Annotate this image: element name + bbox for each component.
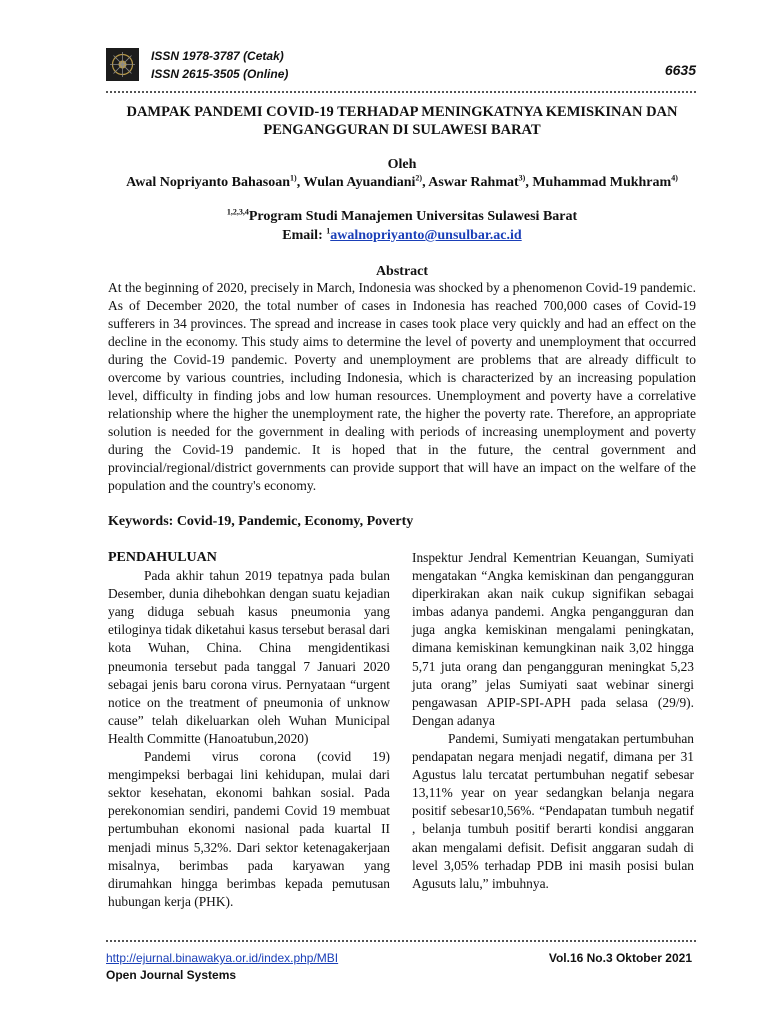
paragraph: Inspektur Jendral Kementrian Keuangan, Sumiyati mengatakan “Angka kemiskinan dan pengangguran diperkirakan akan naik cukup signifikan sebagai imbas adanya pandemi. Angka pengangguran dan juga angka kemiskinan mengalami peningkatan, dimana kemiskinan kemungkinan naik 3,02 hingga 5,71 juta orang dan pengangguran meningkat 5,23 juta orang” jelas Sumiyati saat webinar sinergi pengawasan APIP-SPI-APH pada selasa (29/9). Dengan adanya	[412, 550, 694, 728]
author-2: Wulan Ayuandiani	[303, 175, 416, 190]
issn-print: ISSN 1978-3787 (Cetak)	[151, 49, 284, 63]
author-4-sup: 4)	[671, 173, 678, 183]
paragraph: Pandemi, Sumiyati mengatakan pertumbuhan pendapatan negara menjadi negatif, dimana per 31 Agustus lalu tercatat pertumbuhan negatif sebesar 13,11% year on year sedangkan belanja negara positif sebesar10,56%. “Pendapatan tumbuh negatif , belanja tumbuh positif berarti kondisi anggaran akan mengalami defisit. Defisit anggaran sudah di level 3,05% terhadap PDB ini masih posisi bulan Agusuts lalu,” imbuhnya.	[412, 730, 694, 891]
author-list: Awal Nopriyanto Bahasoan$^{1)}$, Wulan Ayuandiani$^{2)}$, Aswar Rahmat$^{3)}$, Muhammad Mukhram$^{4)}$	[126, 173, 678, 190]
platform-label: Open Journal Systems	[106, 968, 237, 982]
email-line	[108, 227, 696, 244]
author-3: Aswar Rahmat	[428, 175, 519, 190]
body-column-right	[412, 549, 694, 893]
paragraph: Pandemi virus corona (covid 19) mengimpeksi berbagai lini kehidupan, mulai dari sektor kesehatan, ekonomi bahkan sosial. Pada perekonomian sendiri, pandemi Covid 19 membuat pertumbuhan ekonomi nasional pada kuartal II menjadi minus 5,32%. Dari sektor ketenagakerjaan misalnya, berimbas pada karyawan yang dirumahkan hingga berimbas kepada pemutusan hubungan kerja (PHK).	[108, 749, 390, 909]
footer-divider	[106, 940, 696, 942]
page-number: 6635	[664, 62, 696, 78]
title-line-1: DAMPAK PANDEMI COVID-19 TERHADAP MENINGKATNYA KEMISKINAN DAN	[126, 104, 678, 120]
paragraph: Pada akhir tahun 2019 tepatnya pada bulan Desember, dunia dihebohkan dengan suatu kejadian yang diduga sebuah kasus pneumonia yang etiloginya tidak diketahui kasus tersebut berasal dari kota Wuhan, China. China mengidentikasi pneumonia tersebut pada tanggal 7 Januari 2020 sebagai jenis baru corona virus. Pernyataan “urgent notice on the treatment of pneumonia of unknow cause” telah dikeluarkan oleh Wuhan Municipal Health Committe (Hanoatubun,2020)	[108, 568, 390, 746]
body-column-left	[108, 549, 390, 911]
author-1-sup: 1)	[290, 173, 297, 183]
section-heading: PENDAHULUAN	[108, 550, 217, 565]
affiliation-sup: 1,2,3,4	[226, 207, 249, 217]
affiliation	[108, 208, 696, 225]
email-link[interactable]: awalnopriyanto@unsulbar.ac.id	[330, 228, 522, 243]
abstract-text: At the beginning of 2020, precisely in March, Indonesia was shocked by a phenomenon Covid-19 pandemic. As of December 2020, the total number of cases in Indonesia has reached 700,000 cases of Covid-19 sufferers in 34 provinces. The spread and increase in cases took place very quickly and had an effect on the decline in the economy. This study aims to determine the level of poverty and unemployment that occurred during the Covid-19 pandemic. Poverty and unemployment are problems that are already difficult to overcome by various countries, including Indonesia, which is characterized by an increasing population level, difficulty in finding jobs and low human resources. Unemployment and poverty have a correlative relationship where the higher the unemployment rate, the higher the poverty rate. Therefore, an appropriate solution is needed for the government in dealing with periods of increasing unemployment and poverty during the Covid-19 pandemic. It is hoped that in the future, the central government and provincial/regional/district governments can provide support that will have an impact on the welfare of the population and the country's economy.	[108, 280, 696, 493]
email-label: Email:	[282, 228, 327, 243]
author-1: Awal Nopriyanto Bahasoan	[126, 175, 291, 190]
abstract-heading: Abstract	[375, 264, 429, 279]
journal-url-link[interactable]: http://ejurnal.binawakya.or.id/index.php/MBI	[106, 951, 339, 965]
author-2-sup: 2)	[415, 173, 423, 183]
author-4: Muhammad Mukhram	[532, 175, 672, 190]
by-label: Oleh	[387, 157, 417, 172]
header-divider	[106, 91, 696, 93]
author-3-sup: 3)	[518, 173, 526, 183]
issn-block	[151, 47, 288, 83]
issn-online: ISSN 2615-3505 (Online)	[151, 67, 289, 81]
volume-info: Vol.16 No.3 Oktober 2021	[548, 951, 692, 965]
keywords: Keywords: Covid-19, Pandemic, Economy, Poverty	[108, 514, 414, 529]
title-line-2: PENGANGGURAN DI SULAWESI BARAT	[263, 122, 541, 138]
journal-logo-icon	[106, 48, 139, 81]
article-title	[108, 103, 696, 139]
email-sup: 1	[326, 226, 331, 236]
affiliation-text: Program Studi Manajemen Universitas Sulawesi Barat	[248, 209, 578, 224]
